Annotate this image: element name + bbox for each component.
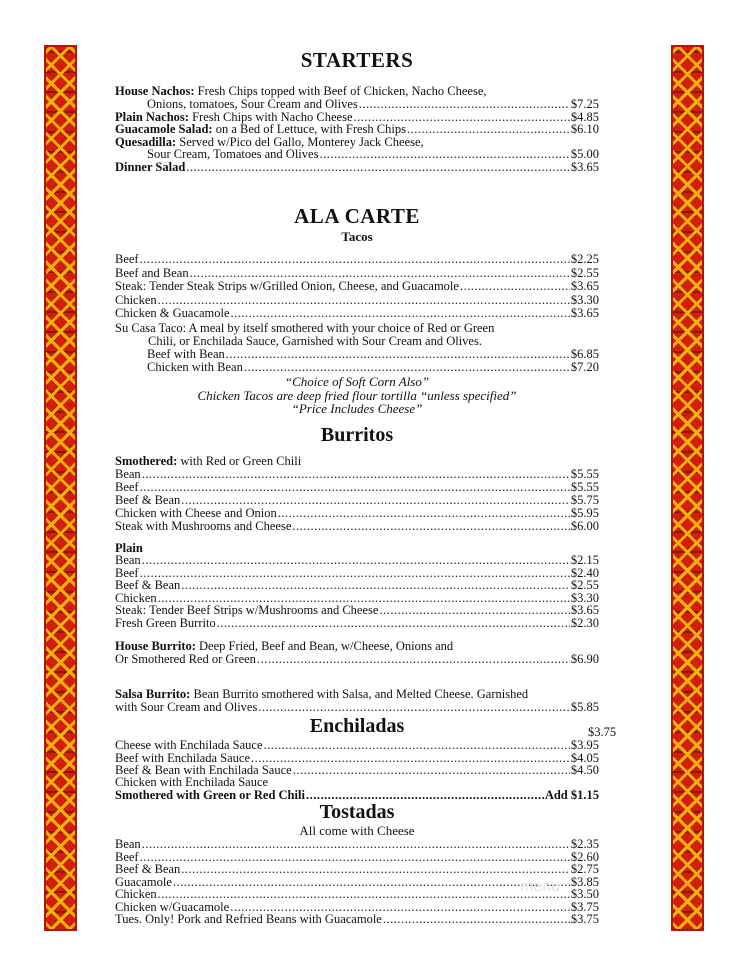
price: $2.40 xyxy=(570,565,599,580)
menu-item xyxy=(115,293,599,307)
su-casa-taco-desc-2: Chili, or Enchilada Sauce, Garnished with Sour Cream and Olives. xyxy=(148,334,482,348)
price: $4.85 xyxy=(570,110,599,124)
price: $3.30 xyxy=(570,590,599,605)
item-name: Bean xyxy=(115,553,141,567)
item-name: Chicken xyxy=(115,887,157,901)
menu-item-quesadilla-cont: Sour Cream, Tomatoes and Olives ..... $5.00 xyxy=(115,147,599,161)
starters-heading: STARTERS xyxy=(300,48,414,72)
menu-item-quesadilla: Quesadilla: Served w/Pico del Gallo, Monterey Jack Cheese, xyxy=(115,135,424,149)
menu-item-smothered-addon: Smothered with Green or Red Chili ..... Add $1.15 xyxy=(115,788,599,802)
menu-item-plain-nachos: Plain Nachos: Fresh Chips with Nacho Cheese ..... $4.85 xyxy=(115,110,599,124)
decorative-border-left xyxy=(44,45,77,931)
price: $7.25 xyxy=(570,97,599,111)
price: $3.75 xyxy=(570,899,599,914)
item-name: Chicken w/Guacamole xyxy=(115,899,230,914)
item-name: Beef & Bean xyxy=(115,493,181,507)
price: $2.60 xyxy=(570,849,599,864)
price: $6.85 xyxy=(570,347,599,361)
item-name: Chicken xyxy=(115,590,157,605)
price: $5.55 xyxy=(570,467,599,481)
taco-note: Chicken Tacos are deep fried flour tortilla “unless specified” xyxy=(197,388,517,403)
menu-item xyxy=(115,616,599,630)
price: $2.55 xyxy=(570,578,599,592)
price: $2.15 xyxy=(570,553,599,567)
price: $3.50 xyxy=(570,887,599,901)
price: $3.30 xyxy=(570,292,599,307)
price: $5.75 xyxy=(570,493,599,507)
menu-item: Beef with Bean ..... $6.85 xyxy=(115,347,599,361)
menu-item xyxy=(115,493,599,507)
tostadas-heading: Tostadas xyxy=(319,801,395,823)
item-name: Chicken xyxy=(115,292,157,307)
ala-carte-heading: ALA CARTE xyxy=(294,204,420,228)
item-name: Steak with Mushrooms and Cheese xyxy=(115,519,292,533)
price: $3.65 xyxy=(570,306,599,320)
price: $6.00 xyxy=(570,519,599,533)
menu-item xyxy=(115,912,599,926)
item-name: Beef & Bean xyxy=(115,578,181,592)
price: $6.10 xyxy=(570,122,599,136)
menu-item: Chicken with Bean ..... $7.20 xyxy=(115,360,599,374)
menu-item-guacamole-salad: Guacamole Salad: on a Bed of Lettuce, with Fresh Chips ..... $6.10 xyxy=(115,122,599,136)
menu-item xyxy=(115,306,599,320)
enchiladas-heading: Enchiladas xyxy=(309,715,405,737)
menu-item xyxy=(115,506,599,520)
price: $2.35 xyxy=(570,837,599,851)
decorative-border-right xyxy=(671,45,704,931)
menu-item xyxy=(115,467,599,481)
watermark: menu xyxy=(520,878,561,895)
menu-item-house-burrito: Or Smothered Red or Green ..... $6.90 xyxy=(115,652,599,666)
taco-note: “Choice of Soft Corn Also” xyxy=(284,374,430,389)
tostadas-subheading: All come with Cheese xyxy=(299,823,415,838)
item-name: Cheese with Enchilada Sauce xyxy=(115,738,263,752)
price: $3.95 xyxy=(570,738,599,752)
price: $3.75 xyxy=(570,912,599,926)
item-name: Chicken with Cheese and Onion xyxy=(115,506,277,520)
house-burrito-desc-1: House Burrito: Deep Fried, Beef and Bean, w/Cheese, Onions and xyxy=(115,639,454,653)
item-name: Bean xyxy=(115,837,141,851)
salsa-burrito-desc-1: Salsa Burrito: Bean Burrito smothered with Salsa, and Melted Cheese. Garnished xyxy=(115,687,529,701)
item-name: Fresh Green Burrito xyxy=(115,615,216,630)
price: $5.00 xyxy=(570,147,599,161)
price: $3.65 xyxy=(570,279,599,293)
item-name: Steak: Tender Beef Strips w/Mushrooms and Cheese xyxy=(115,603,379,617)
price: $5.55 xyxy=(570,480,599,494)
plain-label: Plain xyxy=(115,541,143,555)
price: $4.05 xyxy=(570,750,599,765)
menu-item xyxy=(115,252,599,266)
price: $6.90 xyxy=(570,652,599,666)
price: $7.20 xyxy=(570,360,599,374)
price: $5.85 xyxy=(570,700,599,714)
item-name: Beef with Enchilada Sauce xyxy=(115,750,251,765)
su-casa-taco-desc-1: Su Casa Taco: A meal by itself smothered with your choice of Red or Green xyxy=(115,321,495,335)
menu-item-house-nachos: House Nachos: Fresh Chips topped with Beef of Chicken, Nacho Cheese, xyxy=(115,84,487,98)
enchiladas-title-price: $3.75 xyxy=(588,725,617,739)
menu-item xyxy=(115,519,599,533)
item-name: Beef & Bean with Enchilada Sauce xyxy=(115,763,292,777)
tacos-subheading: Tacos xyxy=(341,229,373,244)
menu-item-dinner-salad: Dinner Salad ..... $3.65 xyxy=(115,160,599,174)
item-name: Tues. Only! Pork and Refried Beans with Guacamole xyxy=(115,912,382,926)
chicken-enchilada-line: Chicken with Enchilada Sauce xyxy=(115,775,269,789)
item-name: Beef and Bean xyxy=(115,265,189,280)
price: $4.50 xyxy=(570,763,599,777)
burritos-heading: Burritos xyxy=(320,424,394,446)
menu-item xyxy=(115,266,599,280)
item-name: Bean xyxy=(115,467,141,481)
price: $2.25 xyxy=(570,252,599,266)
item-name: Steak: Tender Steak Strips w/Grilled Onion, Cheese, and Guacamole xyxy=(115,279,459,293)
price: $3.85 xyxy=(570,874,599,889)
item-name: Beef & Bean xyxy=(115,862,181,876)
price: $3.65 xyxy=(570,603,599,617)
price: $5.95 xyxy=(570,506,599,520)
taco-note: “Price Includes Cheese” xyxy=(291,401,423,416)
price: $2.75 xyxy=(570,862,599,876)
smothered-label: Smothered: with Red or Green Chili xyxy=(115,454,302,468)
menu-item xyxy=(115,279,599,293)
item-name: Guacamole xyxy=(115,874,172,889)
item-name: Beef xyxy=(115,480,139,494)
item-name: Beef xyxy=(115,252,139,266)
price: $3.65 xyxy=(570,160,599,174)
item-name: Beef xyxy=(115,849,139,864)
menu-item-salsa-burrito: with Sour Cream and Olives ..... $5.85 xyxy=(115,700,599,714)
price: $2.30 xyxy=(570,615,599,630)
menu-item xyxy=(115,480,599,494)
price: $2.55 xyxy=(570,265,599,280)
price: Add $1.15 xyxy=(544,788,599,802)
menu-item-house-nachos-cont: Onions, tomatoes, Sour Cream and Olives ..... $7.25 xyxy=(115,97,599,111)
item-name: Chicken & Guacamole xyxy=(115,306,230,320)
item-name: Beef xyxy=(115,565,139,580)
